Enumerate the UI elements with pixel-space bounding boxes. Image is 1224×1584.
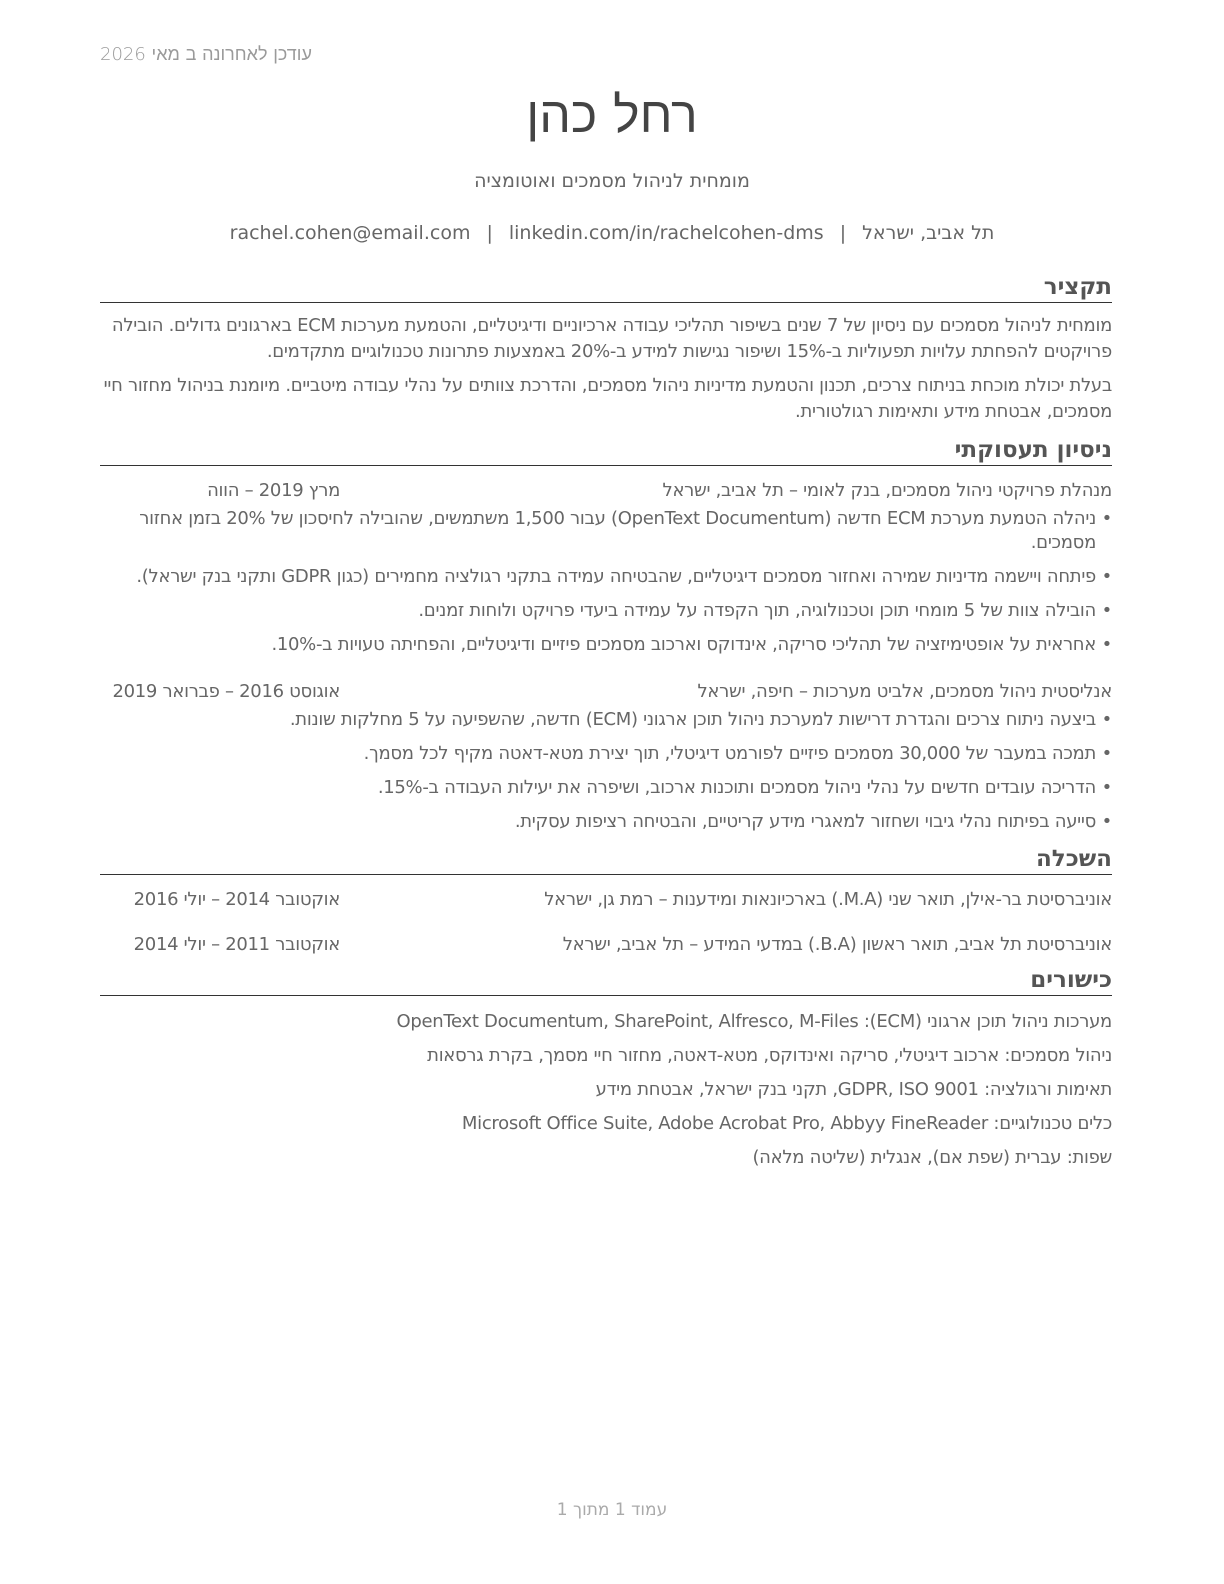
bullet-text: הובילה צוות של 5 מומחי תוכן וטכנולוגיה, תוך הקפדה על עמידה ביעדי פרויקט ולוחות זמנים. <box>418 600 1096 621</box>
resume-content <box>100 274 1112 1180</box>
list-item <box>100 565 1112 589</box>
bullet-icon: • <box>1101 634 1112 655</box>
bullet-icon: • <box>1101 743 1112 764</box>
skill-item: ניהול מסמכים: ארכוב דיגיטלי, סריקה ואינדוקס, מטא-דאטה, מחזור חיי מסמך, בקרת גרסאות <box>427 1045 1112 1066</box>
job-date: אוגוסט 2016 – פברואר 2019 <box>112 681 340 702</box>
skill-item: שפות: עברית (שפת אם), אנגלית (שליטה מלאה) <box>752 1147 1112 1168</box>
skill-item: כלים טכנולוגיים: Microsoft Office Suite, Adobe Acrobat Pro, Abbyy FineReader <box>461 1113 1112 1134</box>
education-text: אוניברסיטת בר-אילן, תואר שני (M.A.) בארכיונאות ומידענות – רמת גן, ישראל <box>544 889 1112 910</box>
bullet-icon: • <box>1101 508 1112 529</box>
contact-email[interactable]: rachel.cohen@email.com <box>229 222 471 244</box>
bullet-icon: • <box>1101 811 1112 832</box>
bullet-text: סייעה בפיתוח נהלי גיבוי ושחזור למאגרי מידע קריטיים, והבטיחה רציפות עסקית. <box>514 811 1096 832</box>
education-date: אוקטובר 2014 – יולי 2016 <box>133 889 340 910</box>
contact-line <box>0 222 1224 244</box>
contact-linkedin[interactable]: linkedin.com/in/rachelcohen-dms <box>508 222 824 244</box>
summary-title: תקציר <box>100 274 1112 303</box>
bullet-text: ניהלה הטמעת מערכת ECM חדשה (OpenText Documentum) עבור 1,500 משתמשים, שהובילה לחיסכון של 20% בזמן אחזור מסמכים. <box>139 508 1096 553</box>
list-item <box>100 776 1112 800</box>
list-item <box>100 599 1112 623</box>
bullet-text: אחראית על אופטימיזציה של תהליכי סריקה, אינדוקס וארכוב מסמכים פיזיים ודיגיטליים, והפחיתה טעויות ב-10%. <box>271 634 1096 655</box>
candidate-name: רחל כהן <box>526 86 698 144</box>
education-entry <box>100 934 1112 955</box>
job-date: מרץ 2019 – הווה <box>207 480 340 501</box>
education-text: אוניברסיטת תל אביב, תואר ראשון (B.A.) במדעי המידע – תל אביב, ישראל <box>562 934 1112 955</box>
bullet-icon: • <box>1101 709 1112 730</box>
bullet-icon: • <box>1101 600 1112 621</box>
skill-item: תאימות ורגולציה: GDPR, ISO 9001, תקני בנק ישראל, אבטחת מידע <box>595 1079 1112 1100</box>
experience-title: ניסיון תעסוקתי <box>100 437 1112 466</box>
list-item <box>100 708 1112 732</box>
list-item <box>100 810 1112 834</box>
job-role: אנליסטית ניהול מסמכים, אלביט מערכות – חיפה, ישראל <box>697 681 1112 702</box>
list-item <box>100 633 1112 657</box>
job-bullets <box>100 507 1112 657</box>
list-item <box>100 507 1112 555</box>
job-entry <box>100 480 1112 657</box>
skills-section <box>100 967 1112 1170</box>
contact-location: תל אביב, ישראל <box>862 222 995 244</box>
experience-section <box>100 437 1112 834</box>
skill-item: מערכות ניהול תוכן ארגוני (ECM): OpenText Documentum, SharePoint, Alfresco, M-Files <box>396 1011 1112 1032</box>
list-item <box>100 742 1112 766</box>
bullet-icon: • <box>1101 777 1112 798</box>
contact-separator: | <box>839 222 847 244</box>
job-header <box>100 480 1112 501</box>
candidate-subtitle: מומחית לניהול מסמכים ואוטומציה <box>474 170 750 192</box>
skills-title: כישורים <box>100 967 1112 996</box>
bullet-text: תמכה במעבר של 30,000 מסמכים פיזיים לפורמט דיגיטלי, תוך יצירת מטא-דאטה מקיף לכל מסמך. <box>363 743 1096 764</box>
skills-list <box>100 1010 1112 1170</box>
last-updated: עודכן לאחרונה ב מאי 2026 <box>100 44 312 65</box>
summary-paragraph: בעלת יכולת מוכחת בניתוח צרכים, תכנון והטמעת מדיניות ניהול מסמכים, והדרכת צוותים על נהלי עבודה מיטביים. מיומנת בניהול מחזור חיי מסמכים, אבטחת מידע ותאימות רגולטורית. <box>103 375 1112 422</box>
contact-separator: | <box>486 222 493 244</box>
bullet-text: ביצעה ניתוח צרכים והגדרת דרישות למערכת ניהול תוכן ארגוני (ECM) חדשה, שהשפיעה על 5 מחלקות שונות. <box>289 709 1096 730</box>
bullet-icon: • <box>1101 566 1112 587</box>
education-date: אוקטובר 2011 – יולי 2014 <box>133 934 340 955</box>
bullet-text: פיתחה ויישמה מדיניות שמירה ואחזור מסמכים דיגיטליים, שהבטיחה עמידה בתקני רגולציה מחמירים (כגון GDPR ותקני בנק ישראל). <box>136 566 1096 587</box>
summary-paragraph: מומחית לניהול מסמכים עם ניסיון של 7 שנים בשיפור תהליכי עבודה ארכיוניים ודיגיטליים, והטמעת מערכות ECM בארגונים גדולים. הובילה פרויקטים להפחתת עלויות תפעוליות ב-15% ושיפור נגישות למידע ב-20% באמצעות פתרונות טכנולוגיים מתקדמים. <box>111 315 1112 362</box>
education-title: השכלה <box>100 846 1112 875</box>
page-number: עמוד 1 מתוך 1 <box>556 1500 668 1520</box>
summary-section <box>100 274 1112 425</box>
job-header <box>100 681 1112 702</box>
bullet-text: הדריכה עובדים חדשים על נהלי ניהול מסמכים ותוכנות ארכוב, ושיפרה את יעילות העבודה ב-15%. <box>377 777 1096 798</box>
education-entry <box>100 889 1112 910</box>
job-role: מנהלת פרויקטי ניהול מסמכים, בנק לאומי – תל אביב, ישראל <box>662 480 1112 501</box>
education-section <box>100 846 1112 955</box>
job-bullets <box>100 708 1112 834</box>
job-entry <box>100 681 1112 834</box>
